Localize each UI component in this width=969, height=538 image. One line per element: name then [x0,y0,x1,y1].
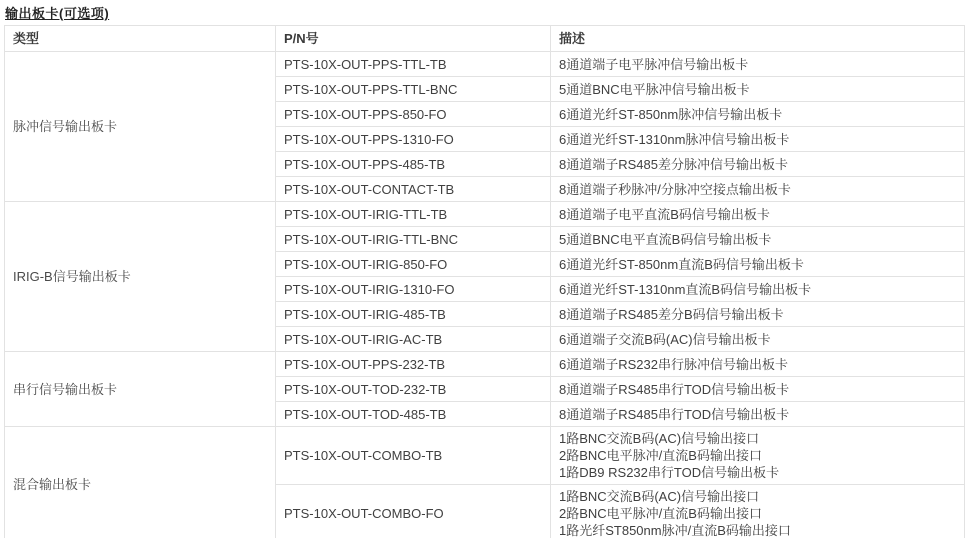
pn-cell: PTS-10X-OUT-PPS-850-FO [276,102,551,127]
group-type-cell-combo: 混合输出板卡 [5,427,276,538]
table-row [5,202,965,227]
desc-line: 1路DB9 RS232串行TOD信号输出板卡 [559,465,780,480]
pn-cell: PTS-10X-OUT-PPS-TTL-TB [276,52,551,77]
table-row [5,427,965,485]
pn-cell: PTS-10X-OUT-PPS-TTL-BNC [276,77,551,102]
desc-cell: 6通道端子RS232串行脉冲信号输出板卡 [551,352,965,377]
desc-cell: 8通道端子电平脉冲信号输出板卡 [551,52,965,77]
header-row [5,26,965,52]
group-type-cell-pulse: 脉冲信号输出板卡 [5,52,276,202]
desc-cell: 8通道端子RS485差分脉冲信号输出板卡 [551,152,965,177]
output-cards-table [4,25,965,538]
pn-cell: PTS-10X-OUT-CONTACT-TB [276,177,551,202]
desc-cell: 5通道BNC电平直流B码信号输出板卡 [551,227,965,252]
pn-cell: PTS-10X-OUT-PPS-232-TB [276,352,551,377]
desc-cell: 8通道端子RS485串行TOD信号输出板卡 [551,402,965,427]
pn-cell: PTS-10X-OUT-IRIG-485-TB [276,302,551,327]
desc-line: 1路光纤ST850nm脉冲/直流B码输出接口 [559,523,791,538]
table-row [5,352,965,377]
pn-cell: PTS-10X-OUT-IRIG-1310-FO [276,277,551,302]
desc-cell: 6通道光纤ST-1310nm脉冲信号输出板卡 [551,127,965,152]
desc-cell [551,485,965,538]
desc-cell: 6通道端子交流B码(AC)信号输出板卡 [551,327,965,352]
page-title: 输出板卡(可选项) [5,6,110,21]
desc-line: 2路BNC电平脉冲/直流B码输出接口 [559,506,762,521]
pn-cell: PTS-10X-OUT-PPS-485-TB [276,152,551,177]
desc-cell: 6通道光纤ST-850nm脉冲信号输出板卡 [551,102,965,127]
desc-line: 2路BNC电平脉冲/直流B码输出接口 [559,448,762,463]
desc-cell: 6通道光纤ST-850nm直流B码信号输出板卡 [551,252,965,277]
col-header-type: 类型 [5,26,276,52]
desc-cell: 8通道端子RS485串行TOD信号输出板卡 [551,377,965,402]
desc-cell: 8通道端子电平直流B码信号输出板卡 [551,202,965,227]
group-type-cell-irigb: IRIG-B信号输出板卡 [5,202,276,352]
group-type-cell-serial: 串行信号输出板卡 [5,352,276,427]
desc-cell: 5通道BNC电平脉冲信号输出板卡 [551,77,965,102]
desc-cell: 6通道光纤ST-1310nm直流B码信号输出板卡 [551,277,965,302]
col-header-pn: P/N号 [276,26,551,52]
pn-cell: PTS-10X-OUT-PPS-1310-FO [276,127,551,152]
table-row [5,52,965,77]
pn-cell: PTS-10X-OUT-TOD-485-TB [276,402,551,427]
pn-cell: PTS-10X-OUT-COMBO-TB [276,427,551,485]
desc-cell [551,427,965,485]
desc-line: 1路BNC交流B码(AC)信号输出接口 [559,431,760,446]
desc-cell: 8通道端子秒脉冲/分脉冲空接点输出板卡 [551,177,965,202]
pn-cell: PTS-10X-OUT-IRIG-AC-TB [276,327,551,352]
pn-cell: PTS-10X-OUT-IRIG-TTL-BNC [276,227,551,252]
pn-cell: PTS-10X-OUT-IRIG-850-FO [276,252,551,277]
pn-cell: PTS-10X-OUT-IRIG-TTL-TB [276,202,551,227]
pn-cell: PTS-10X-OUT-TOD-232-TB [276,377,551,402]
desc-line: 1路BNC交流B码(AC)信号输出接口 [559,489,760,504]
desc-cell: 8通道端子RS485差分B码信号输出板卡 [551,302,965,327]
col-header-desc: 描述 [551,26,965,52]
pn-cell: PTS-10X-OUT-COMBO-FO [276,485,551,538]
